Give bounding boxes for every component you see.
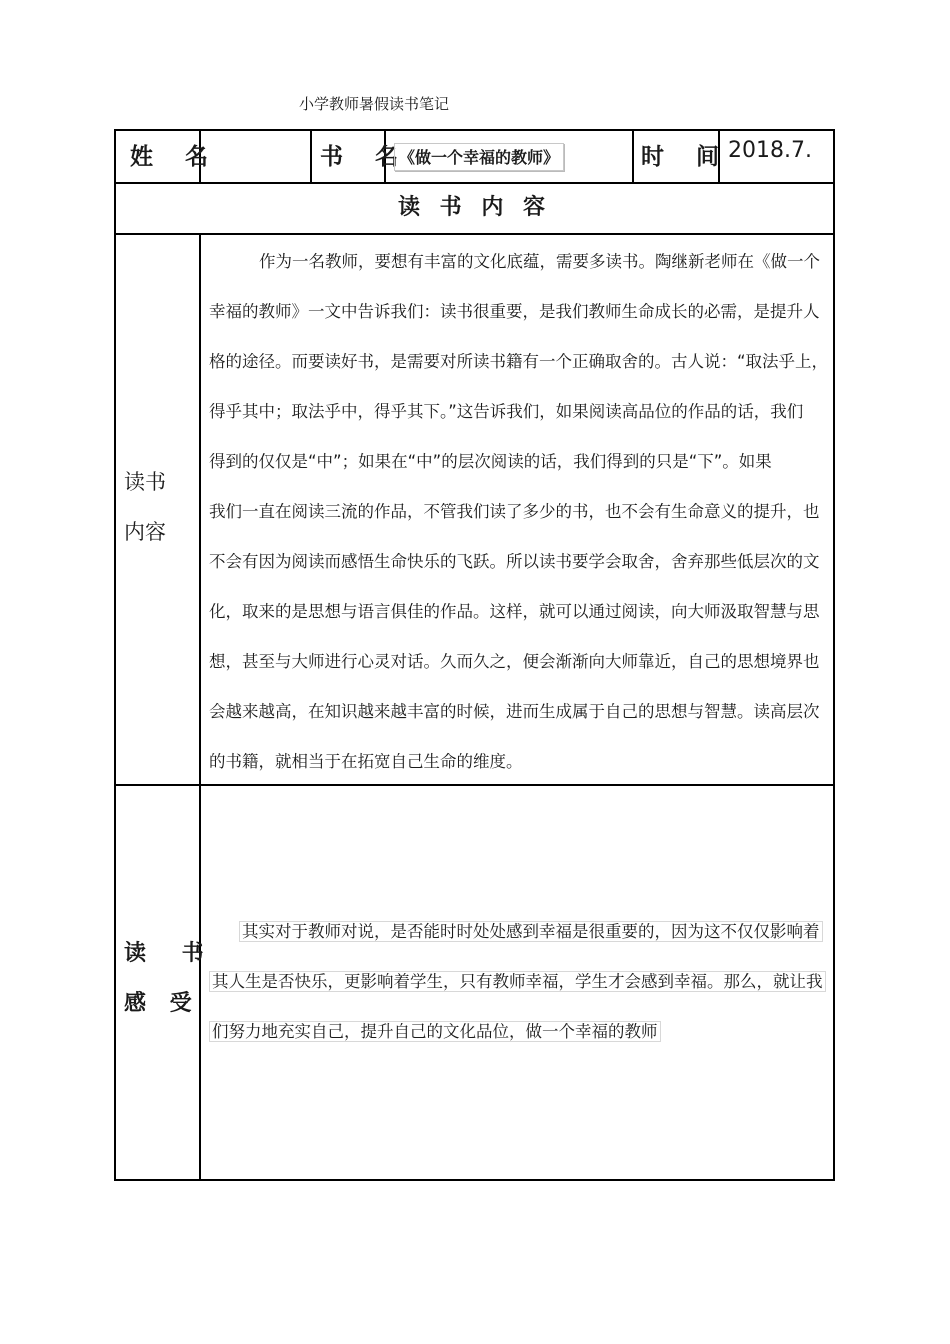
feeling-line: 其人生是否快乐，更影响着学生，只有教师幸福，学生才会感到幸福。那么，就让我 bbox=[209, 971, 826, 992]
content-line: 得乎其中；取法乎中，得乎其下。”这告诉我们，如果阅读高品位的作品的话，我们 bbox=[209, 402, 804, 421]
content-line: 我们一直在阅读三流的作品，不管我们读了多少的书，也不会有生命意义的提升，也 bbox=[209, 502, 820, 521]
feeling-line: 们努力地充实自己，提升自己的文化品位，做一个幸福的教师 bbox=[209, 1021, 661, 1042]
feeling-body bbox=[209, 907, 831, 1057]
content-line: 得到的仅仅是“中”；如果在“中”的层次阅读的话，我们得到的只是“下”。如果 bbox=[209, 452, 772, 471]
header-col-2 bbox=[310, 129, 312, 183]
content-body bbox=[209, 237, 831, 787]
content-line: 的书籍，就相当于在拓宽自己生命的维度。 bbox=[209, 752, 523, 771]
header-row-bottom bbox=[114, 182, 835, 184]
table-border-top bbox=[114, 129, 835, 131]
section-title: 读 书 内 容 bbox=[398, 195, 551, 220]
feeling-line-wrap bbox=[209, 1007, 831, 1057]
content-line: 格的途径。而要读好书，是需要对所读书籍有一个正确取舍的。古人说：“取法乎上， bbox=[209, 352, 829, 371]
content-line: 会越来越高，在知识越来越丰富的时候，进而生成属于自己的思想与智慧。读高层次 bbox=[209, 702, 820, 721]
book-label: 书 名 bbox=[320, 144, 411, 170]
name-label: 姓 名 bbox=[130, 144, 221, 170]
feeling-line-wrap bbox=[209, 907, 831, 957]
content-label-line2: 内容 bbox=[124, 520, 166, 544]
content-line: 不会有因为阅读而感悟生命快乐的飞跃。所以读书要学会取舍，舍弃那些低层次的文 bbox=[209, 552, 820, 571]
feeling-label-line1: 读 书 bbox=[124, 941, 218, 966]
document-title: 小学教师暑假读书笔记 bbox=[299, 95, 450, 113]
feeling-label-line2: 感 受 bbox=[124, 991, 200, 1016]
table-border-bottom bbox=[114, 1179, 835, 1181]
feeling-line: 其实对于教师对说，是否能时时处处感到幸福是很重要的，因为这不仅仅影响着 bbox=[239, 921, 823, 942]
header-col-4 bbox=[632, 129, 634, 183]
content-label-line1: 读书 bbox=[124, 470, 166, 494]
content-line: 幸福的教师》一文中告诉我们：读书很重要，是我们教师生命成长的必需，是提升人 bbox=[209, 302, 820, 321]
section-row-bottom bbox=[114, 233, 835, 235]
time-label: 时 间 bbox=[641, 144, 732, 170]
feeling-line-wrap bbox=[209, 957, 831, 1007]
table-border-left bbox=[114, 129, 116, 1181]
content-col-divider bbox=[199, 233, 201, 1180]
book-title-value: 《做一个幸福的教师》 bbox=[394, 143, 564, 171]
time-value: 2018.7. bbox=[728, 138, 812, 163]
content-line: 想，甚至与大师进行心灵对话。久而久之，便会渐渐向大师靠近，自己的思想境界也 bbox=[209, 652, 820, 671]
table-border-right bbox=[833, 129, 835, 1181]
content-line: 作为一名教师，要想有丰富的文化底蕴，需要多读书。陶继新老师在《做一个 bbox=[259, 252, 820, 271]
content-line: 化，取来的是思想与语言俱佳的作品。这样，就可以通过阅读，向大师汲取智慧与思 bbox=[209, 602, 820, 621]
